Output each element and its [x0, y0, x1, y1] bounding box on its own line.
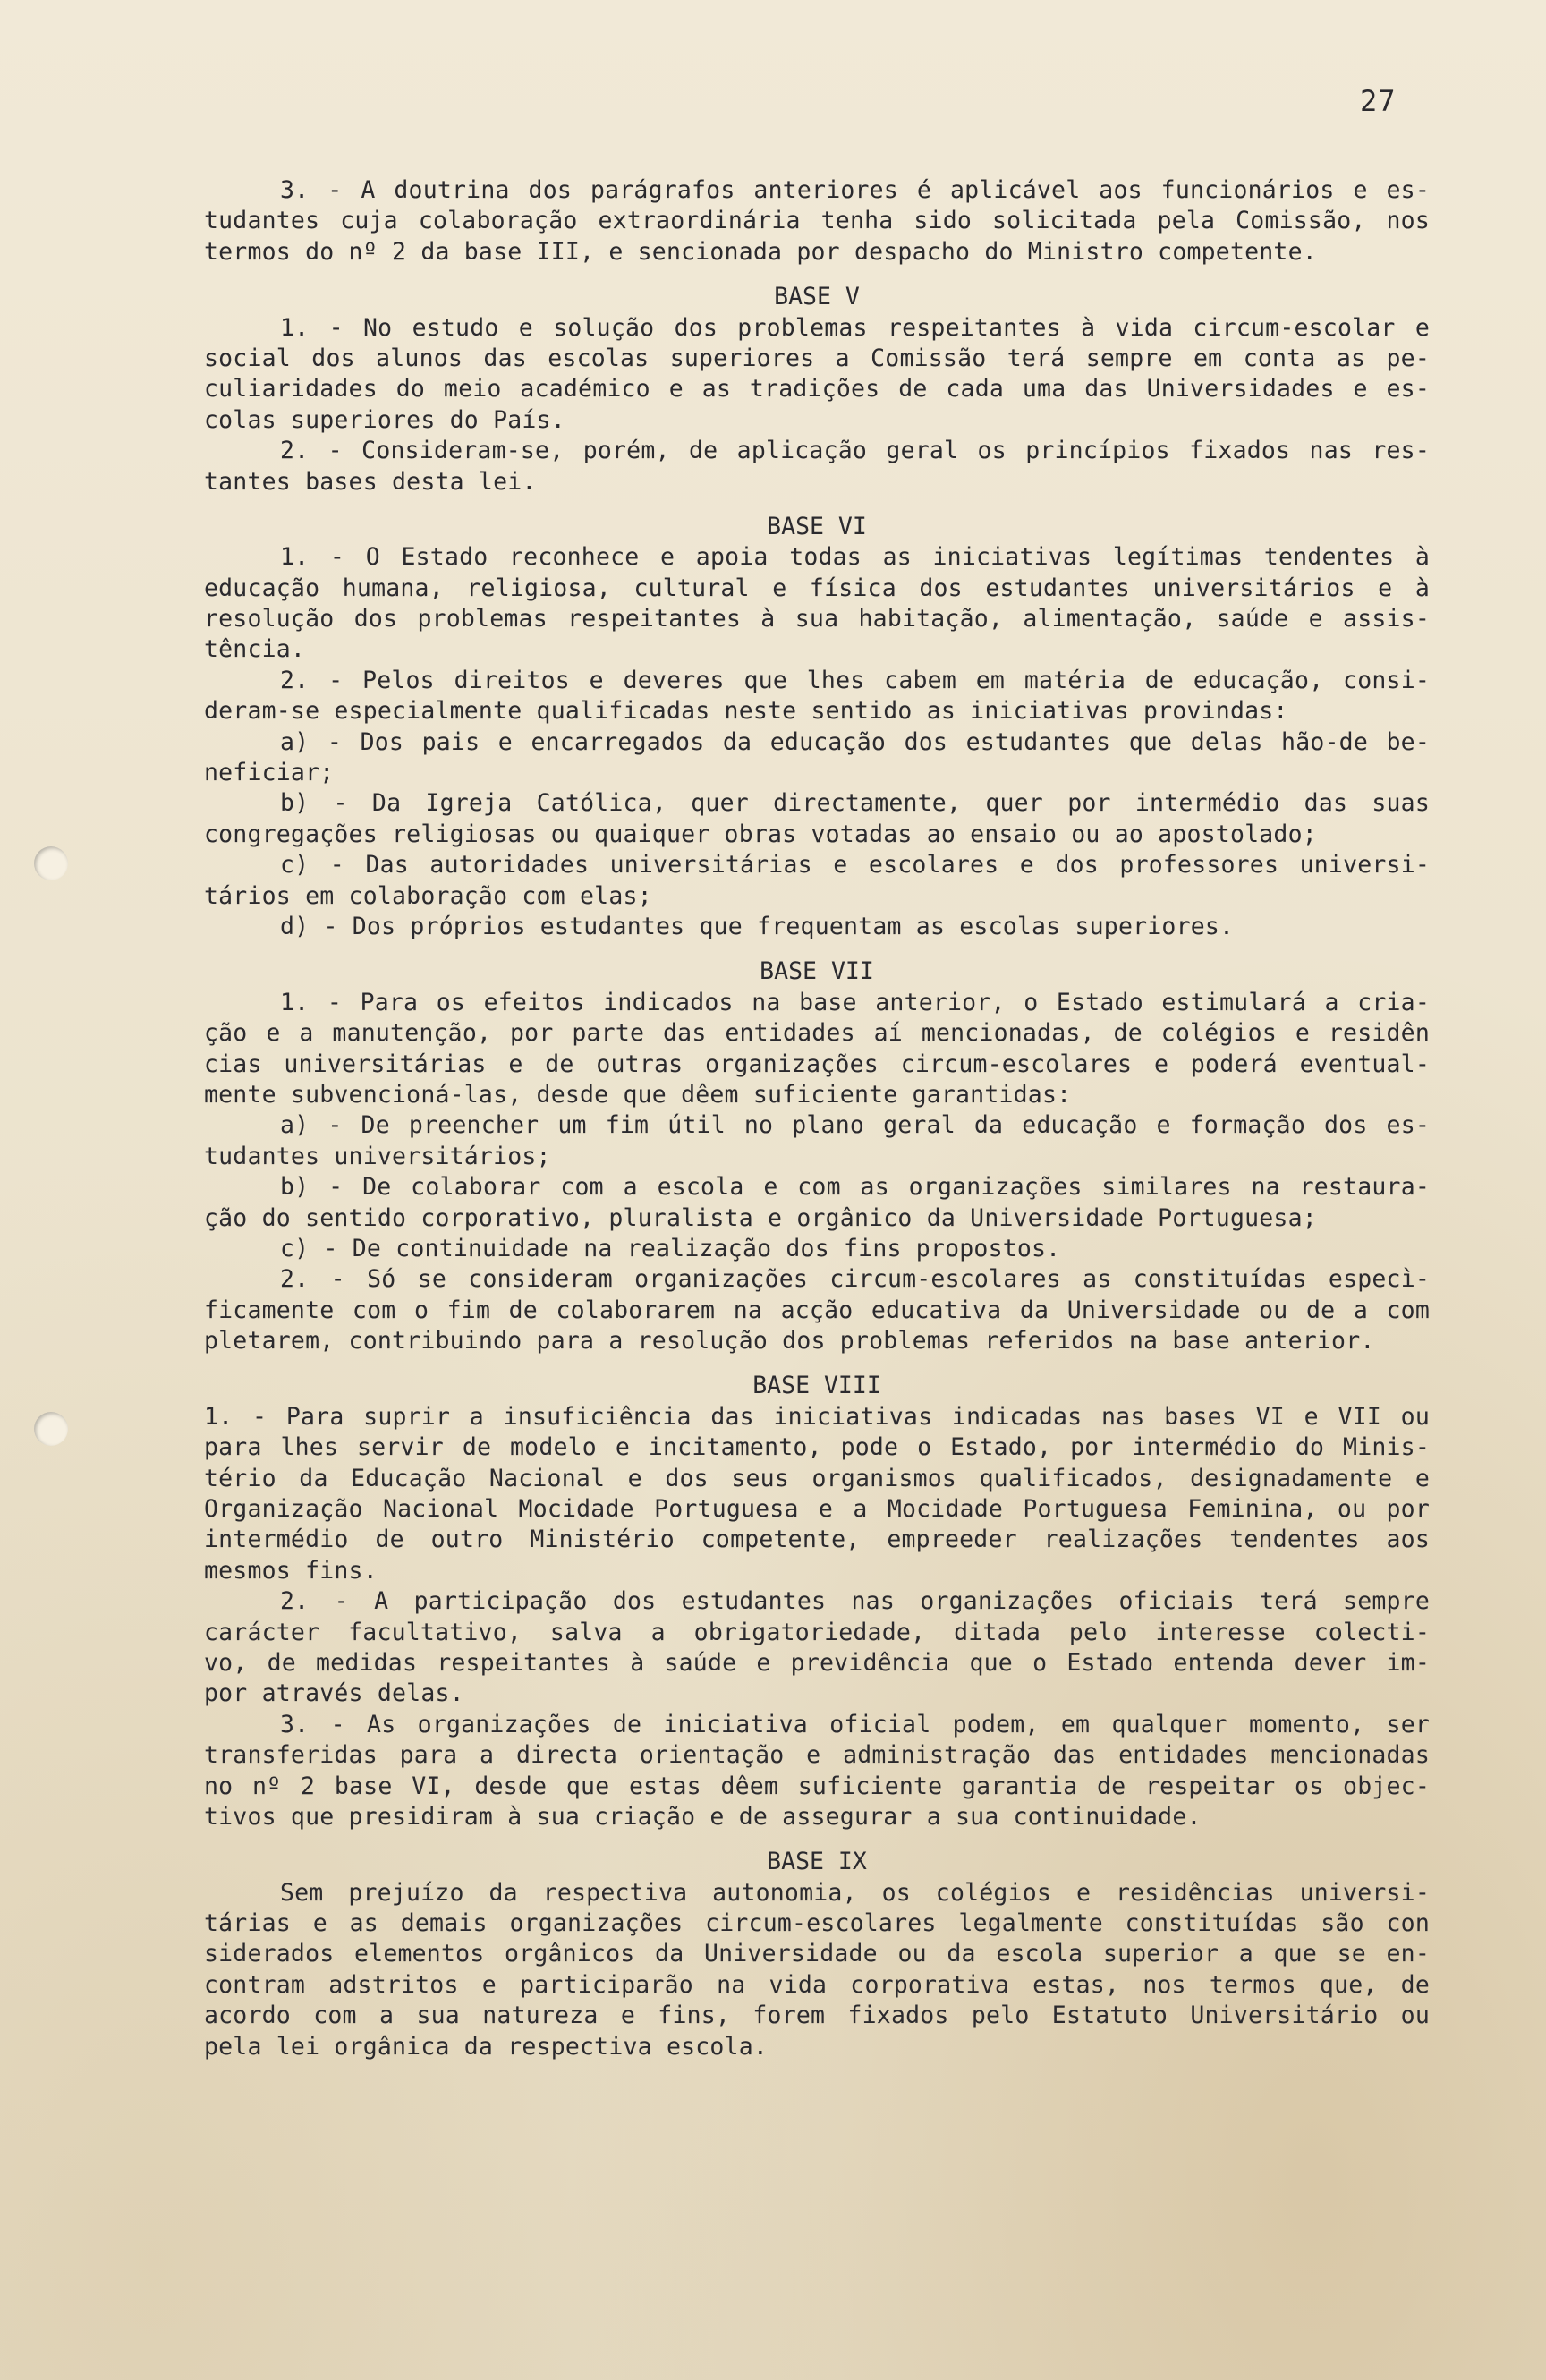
text-line: vo, de medidas respeitantes à saúde e previdência que o Estado entenda dever im- — [204, 1648, 1430, 1677]
text-line: 2. - Só se consideram organizações circum-escolares as constituídas especì- — [280, 1265, 1430, 1294]
paragraph — [204, 1586, 1430, 1710]
text-line: mente subvencioná-las, desde que dêem suficiente garantidas: — [204, 1080, 1072, 1109]
text-line: pletarem, contribuindo para a resolução dos problemas referidos na base anterior. — [204, 1327, 1375, 1356]
text-line: 2. - A participação dos estudantes nas organizações oficiais terá sempre — [280, 1587, 1430, 1616]
paragraph — [204, 912, 1430, 942]
text-line: 3. - A doutrina dos parágrafos anteriores é aplicável aos funcionários e es- — [280, 176, 1430, 204]
text-line: mesmos fins. — [204, 1556, 378, 1585]
paragraph — [204, 666, 1430, 727]
paragraph — [204, 1172, 1430, 1234]
text-line: tários em colaboração com elas; — [204, 881, 652, 910]
text-line: 2. - Consideram-se, porém, de aplicação geral os princípios fixados nas res- — [280, 437, 1430, 465]
section-heading: BASE VII — [760, 957, 874, 986]
text-line: tivos que presidiram à sua criação e de assegurar a sua continuidade. — [204, 1802, 1202, 1831]
paragraph — [204, 1402, 1430, 1586]
text-line: 1. - Para suprir a insuficiência das iniciativas indicadas nas bases VI e VII ou — [204, 1402, 1430, 1431]
paragraph — [204, 175, 1430, 268]
text-line: ção e a manutenção, por parte das entidades aí mencionadas, de colégios e residên — [204, 1019, 1430, 1048]
text-line: ficamente com o fim de colaborarem na acção educativa da Universidade ou de a com — [204, 1296, 1430, 1324]
text-line: a) - De preencher um fim útil no plano geral da educação e formação dos es- — [280, 1111, 1430, 1140]
section-heading: BASE VIII — [752, 1372, 881, 1400]
paragraph — [204, 542, 1430, 666]
document-body — [204, 175, 1430, 2062]
text-line: 3. - As organizações de iniciativa oficial podem, em qualquer momento, ser — [280, 1710, 1430, 1738]
paragraph — [204, 850, 1430, 912]
paragraph — [204, 1264, 1430, 1356]
paragraph — [204, 313, 1430, 437]
text-line: cias universitárias e de outras organizações circum-escolares e poderá eventual- — [204, 1050, 1430, 1078]
punch-hole — [34, 846, 68, 880]
text-line: deram-se especialmente qualificadas neste sentido as iniciativas provindas: — [204, 697, 1288, 726]
text-line: tência. — [204, 635, 306, 664]
text-line: por através delas. — [204, 1679, 464, 1708]
text-line: social dos alunos das escolas superiores a Comissão terá sempre em conta as pe- — [204, 344, 1430, 372]
punch-hole — [34, 1412, 68, 1446]
text-line: para lhes servir de modelo e incitamento, pode o Estado, por intermédio do Minis- — [204, 1433, 1430, 1462]
text-line: tudantes cuja colaboração extraordinária tenha sido solicitada pela Comissão, nos — [204, 207, 1430, 235]
text-line: siderados elementos orgânicos da Universidade ou da escola superior a que se en- — [204, 1940, 1430, 1968]
text-line: resolução dos problemas respeitantes à sua habitação, alimentação, saúde e assis- — [204, 605, 1430, 633]
text-line: 1. - O Estado reconhece e apoia todas as iniciativas legítimas tendentes à — [280, 543, 1430, 572]
text-line: tantes bases desta lei. — [204, 467, 537, 496]
paragraph — [204, 1878, 1430, 2062]
paragraph — [204, 1110, 1430, 1172]
text-line: intermédio de outro Ministério competente, empreeder realizações tendentes aos — [204, 1526, 1430, 1554]
text-line: educação humana, religiosa, cultural e física dos estudantes universitários e à — [204, 574, 1430, 602]
paragraph — [204, 727, 1430, 789]
section-heading: BASE V — [774, 283, 860, 311]
paragraph — [204, 1234, 1430, 1264]
text-line: termos do nº 2 da base III, e sencionada por despacho do Ministro competente. — [204, 237, 1317, 266]
text-line: tudantes universitários; — [204, 1142, 551, 1170]
text-line: a) - Dos pais e encarregados da educação dos estudantes que delas hão-de be- — [280, 727, 1430, 756]
text-line: congregações religiosas ou quaiquer obras votadas ao ensaio ou ao apostolado; — [204, 820, 1317, 848]
text-line: transferidas para a directa orientação e administração das entidades mencionadas — [204, 1741, 1430, 1770]
text-line: neficiar; — [204, 759, 335, 787]
text-line: colas superiores do País. — [204, 405, 565, 434]
text-line: tério da Educação Nacional e dos seus organismos qualificados, designadamente e — [204, 1464, 1430, 1492]
text-line: 2. - Pelos direitos e deveres que lhes cabem em matéria de educação, consi- — [280, 666, 1430, 694]
text-line: d) - Dos próprios estudantes que frequentam as escolas superiores. — [280, 912, 1235, 940]
text-line: c) - De continuidade na realização dos fins propostos. — [280, 1234, 1061, 1262]
text-line: b) - De colaborar com a escola e com as organizações similares na restaura- — [280, 1173, 1430, 1202]
text-line: carácter facultativo, salva a obrigatoriedade, ditada pelo interesse colecti- — [204, 1618, 1430, 1646]
text-line: tárias e as demais organizações circum-escolares legalmente constituídas são con — [204, 1909, 1430, 1938]
section-heading: BASE IX — [767, 1848, 867, 1876]
text-line: no nº 2 base VI, desde que estas dêem suficiente garantia de respeitar os objec- — [204, 1772, 1430, 1800]
text-line: Organização Nacional Mocidade Portuguesa e a Mocidade Portuguesa Feminina, ou por — [204, 1495, 1430, 1524]
text-line: 1. - Para os efeitos indicados na base anterior, o Estado estimulará a cria- — [280, 988, 1430, 1016]
text-line: contram adstritos e participarão na vida corporativa estas, nos termos que, de — [204, 1970, 1430, 1999]
text-line: pela lei orgânica da respectiva escola. — [204, 2032, 769, 2061]
section-heading: BASE VI — [767, 512, 867, 540]
text-line: 1. - No estudo e solução dos problemas respeitantes à vida circum-escolar e — [280, 313, 1430, 342]
text-line: c) - Das autoridades universitárias e escolares e dos professores universi- — [280, 851, 1430, 880]
paragraph — [204, 988, 1430, 1111]
text-line: culiaridades do meio académico e as tradições de cada uma das Universidades e es- — [204, 375, 1430, 404]
paragraph — [204, 1710, 1430, 1833]
paragraph — [204, 788, 1430, 850]
text-line: ção do sentido corporativo, pluralista e orgânico da Universidade Portuguesa; — [204, 1203, 1317, 1232]
text-line: b) - Da Igreja Católica, quer directamente, quer por intermédio das suas — [280, 789, 1430, 818]
text-line: acordo com a sua natureza e fins, forem fixados pelo Estatuto Universitário ou — [204, 2002, 1430, 2030]
page-number: 27 — [1360, 84, 1397, 118]
paragraph — [204, 436, 1430, 497]
text-line: Sem prejuízo da respectiva autonomia, os colégios e residências universi- — [280, 1878, 1430, 1907]
